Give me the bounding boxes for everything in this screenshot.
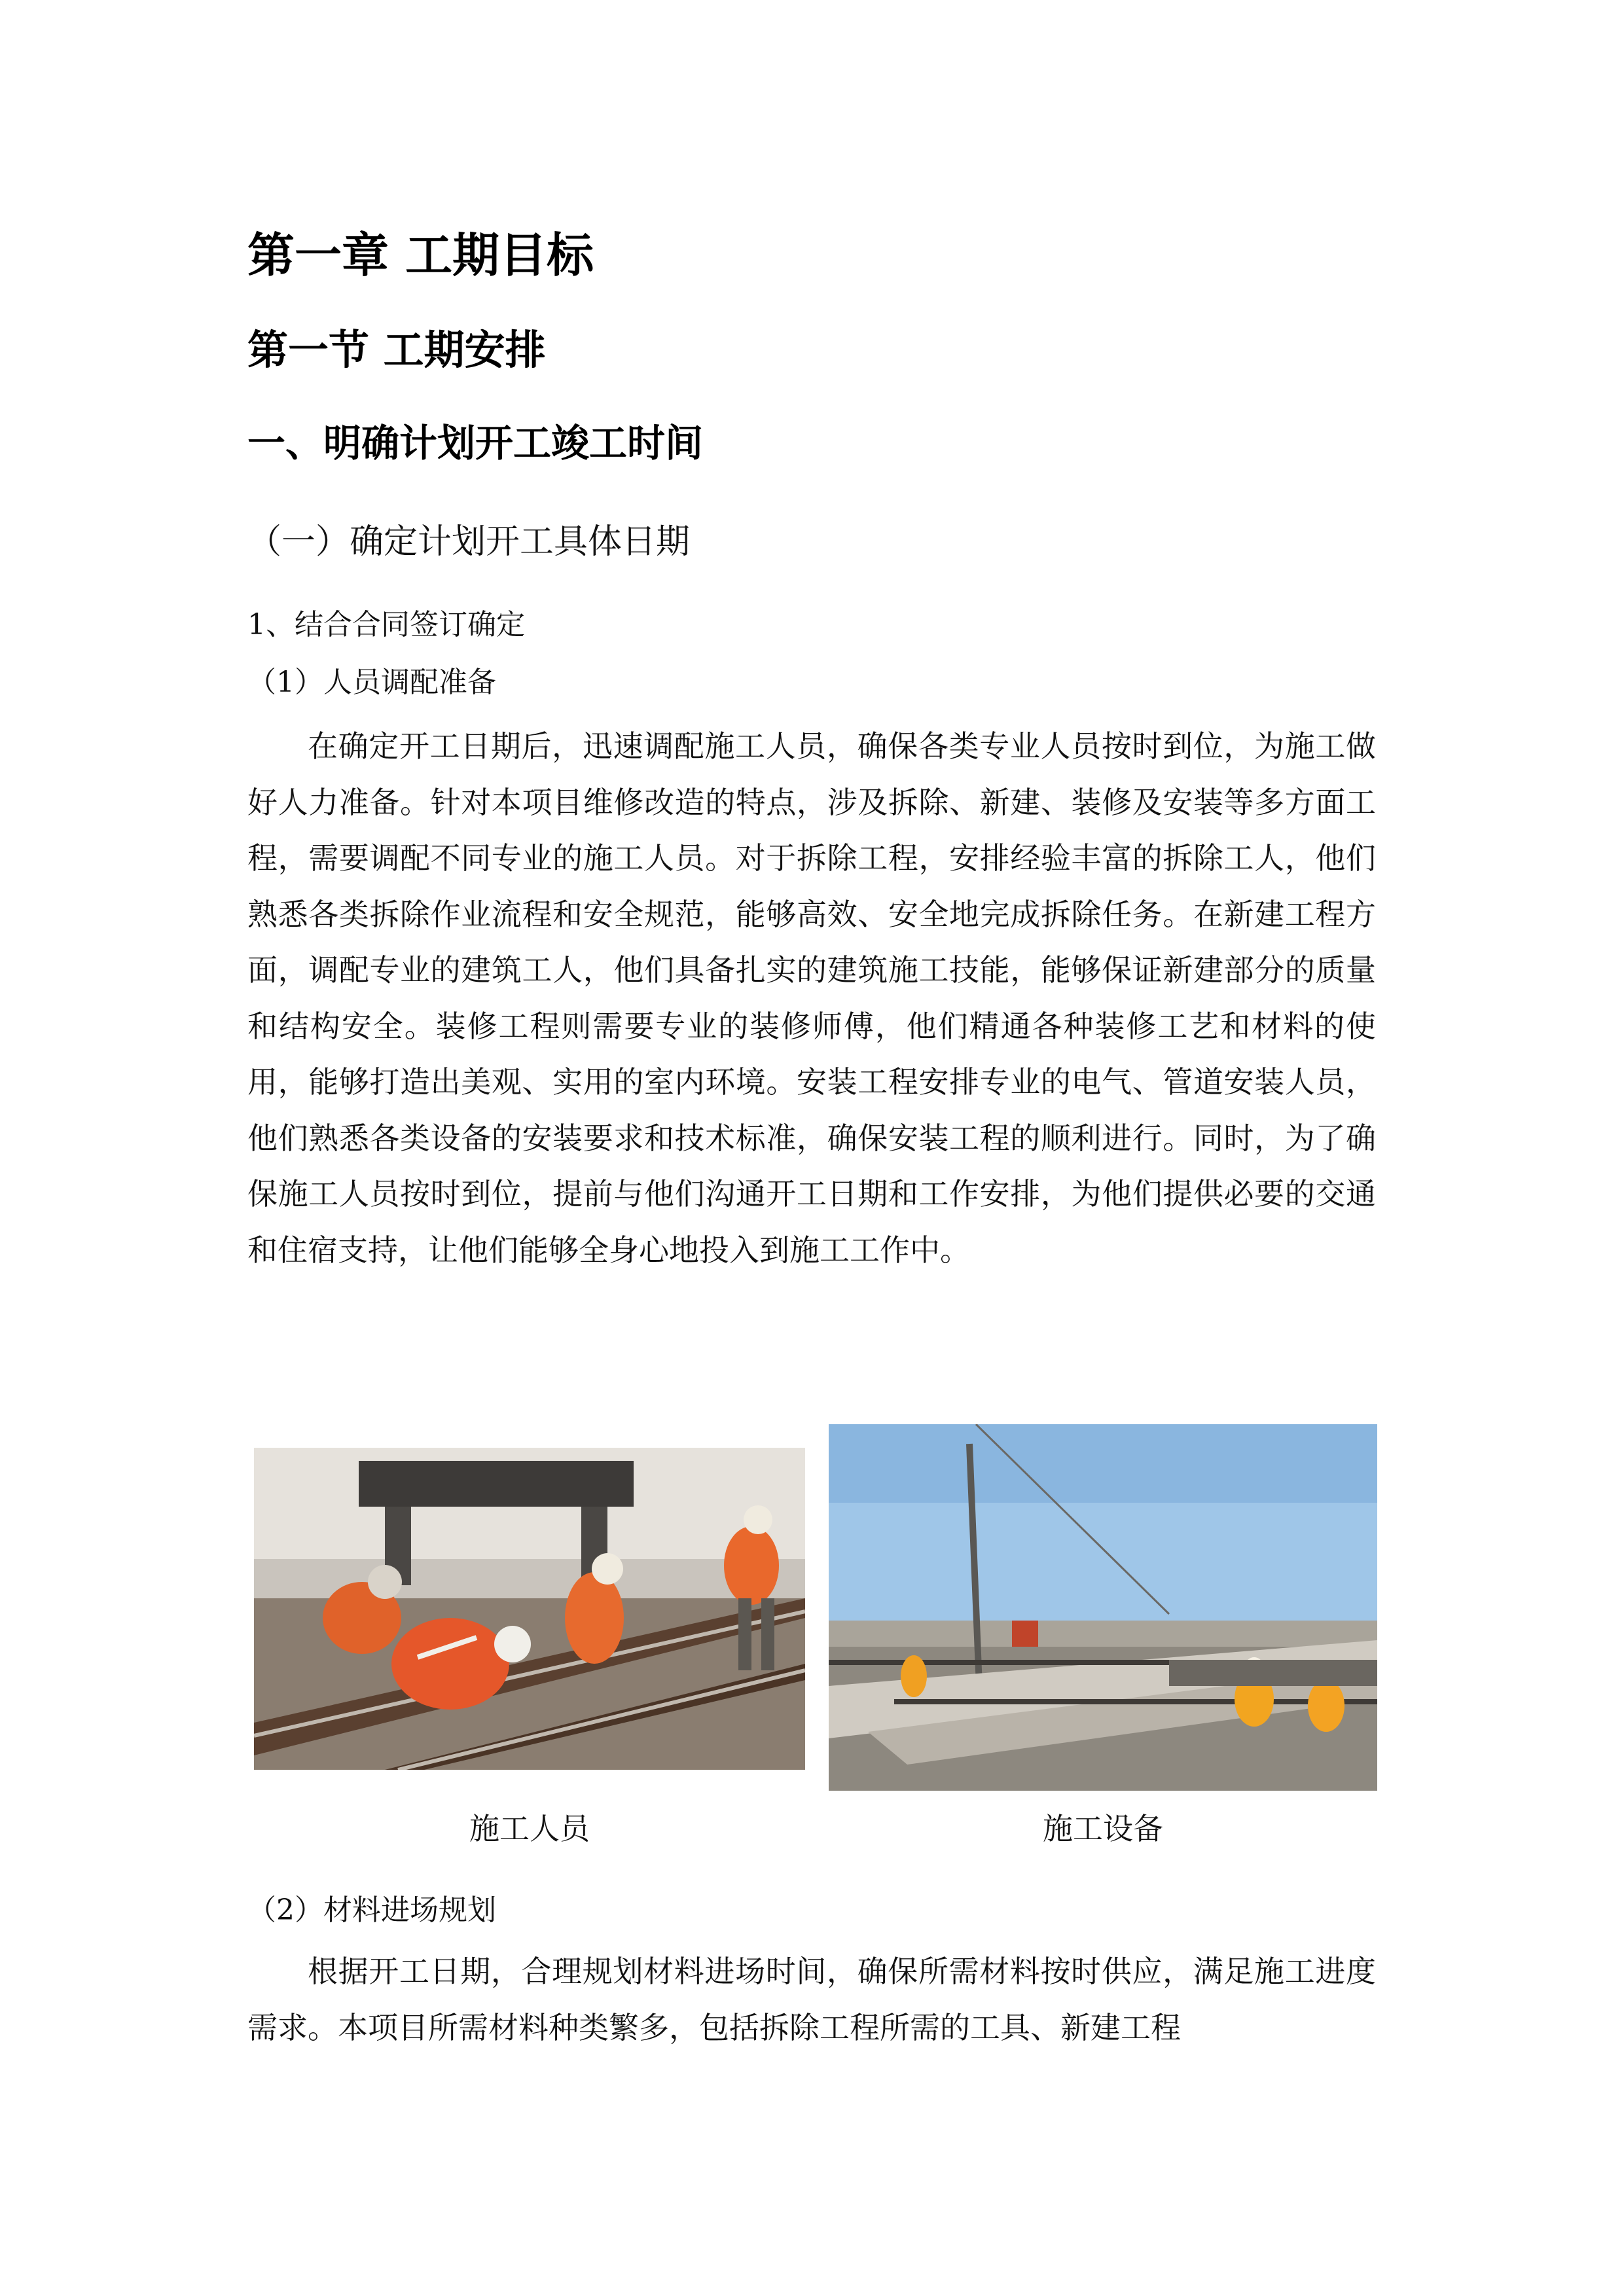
heading-1: 一、明确计划开工竣工时间	[247, 421, 704, 465]
paragraph-2: 根据开工日期，合理规划材料进场时间，确保所需材料按时供应，满足施工进度需求。本项目所需材料种类繁多，包括拆除工程所需的工具、新建工程	[247, 1954, 1376, 2045]
figure-caption-2: 施工设备	[1043, 1811, 1163, 1846]
sub-item-2: （2）材料进场规划	[247, 1893, 496, 1927]
paragraph-1: 在确定开工日期后，迅速调配施工人员，确保各类专业人员按时到位，为施工做好人力准备。针对本项目维修改造的特点，涉及拆除、新建、装修及安装等多方面工程，需要调配不同专业的施工人员。对于拆除工程，安排经验丰富的拆除工人，他们熟悉各类拆除作业流程和安全规范，能够高效、安全地完成拆除任务。在新建工程方面，调配专业的建筑工人，他们具备扎实的建筑施工技能，能够保证新建部分的质量和结构安全。装修工程则需要专业的装修师傅，他们精通各种装修工艺和材料的使用，能够打造出美观、实用的室内环境。安装工程安排专业的电气、管道安装人员，他们熟悉各类设备的安装要求和技术标准，确保安装工程的顺利进行。同时，为了确保施工人员按时到位，提前与他们沟通开工日期和工作安排，为他们提供必要的交通和住宿支持，让他们能够全身心地投入到施工工作中。	[247, 728, 1376, 1268]
section-title: 第一节 工期安排	[247, 326, 546, 374]
subheading: （一）确定计划开工具体日期	[247, 522, 691, 562]
equipment-photo	[829, 1424, 1377, 1791]
sub-item-1: （1）人员调配准备	[247, 666, 496, 699]
workers-photo	[254, 1448, 805, 1770]
chapter-title: 第一章 工期目标	[247, 228, 594, 283]
item-1: 1、结合合同签订确定	[247, 608, 525, 641]
figure-caption-1: 施工人员	[469, 1811, 590, 1846]
